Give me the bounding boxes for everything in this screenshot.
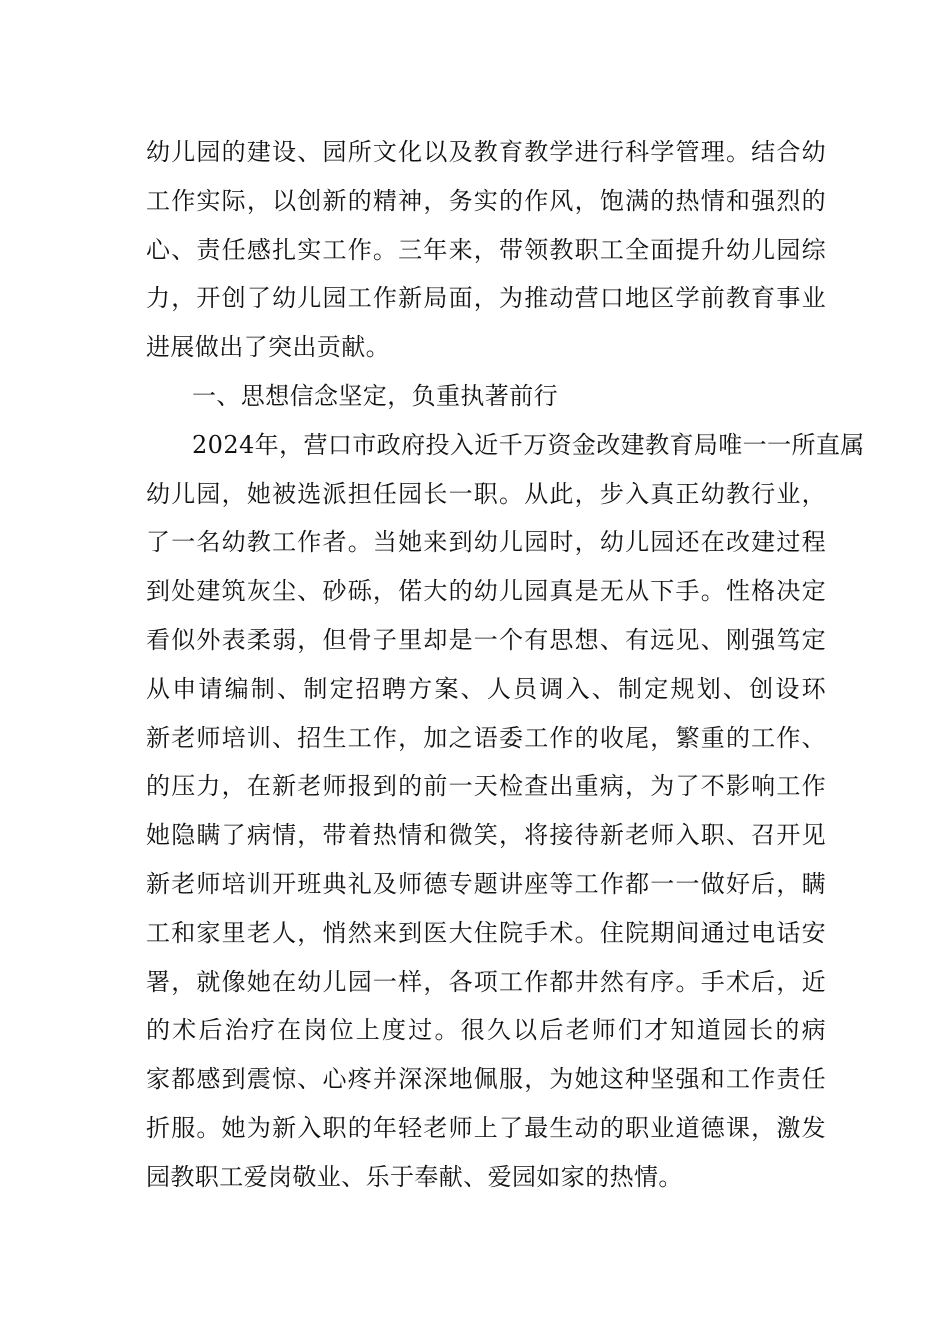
text-line: 新老师培训开班典礼及师德专题讲座等工作都一一做好后，瞒 [146, 869, 826, 898]
text-line: 的术后治疗在岗位上度过。很久以后老师们才知道园长的病 [146, 1016, 826, 1045]
text-line: 新老师培训、招生工作，加之语委工作的收尾，繁重的工作、 [146, 723, 826, 752]
text-line: 心、责任感扎实工作。三年来，带领教职工全面提升幼儿园综 [146, 235, 826, 264]
paragraph-intro [146, 128, 826, 372]
heading-line: 一、思想信念坚定，负重执著前行 [192, 381, 558, 410]
text-line: 到处建筑灰尘、砂砾，偌大的幼儿园真是无从下手。性格决定 [146, 577, 826, 606]
text-line: 家都感到震惊、心疼并深深地佩服，为她这种坚强和工作责任 [146, 1065, 826, 1094]
text-line: 力，开创了幼儿园工作新局面，为推动营口地区学前教育事业 [146, 284, 826, 313]
paragraph-body [146, 421, 865, 1202]
text-line: 幼儿园，她被选派担任园长一职。从此，步入真正幼教行业， [146, 479, 826, 508]
text-line: 折服。她为新入职的年轻老师上了最生动的职业道德课，激发 [146, 1113, 826, 1142]
text-line: 幼儿园的建设、园所文化以及教育教学进行科学管理。结合幼 [146, 138, 826, 166]
text-line: 从申请编制、制定招聘方案、人员调入、制定规划、创设环 [146, 674, 826, 703]
text-line: 进展做出了突出贡献。 [146, 333, 390, 362]
text-line: 了一名幼教工作者。当她来到幼儿园时，幼儿园还在改建过程 [146, 528, 826, 557]
text-line: 2024年，营口市政府投入近千万资金改建教育局唯一一所直属 [192, 430, 865, 459]
document-body [146, 128, 865, 1202]
text-line: 她隐瞒了病情，带着热情和微笑，将接待新老师入职、召开见 [146, 821, 826, 850]
section-heading [146, 372, 826, 421]
text-line: 看似外表柔弱，但骨子里却是一个有思想、有远见、刚强笃定 [146, 625, 826, 654]
text-line: 的压力，在新老师报到的前一天检查出重病，为了不影响工作 [146, 772, 826, 801]
text-line: 署，就像她在幼儿园一样，各项工作都井然有序。手术后，近 [146, 967, 826, 996]
text-line: 工和家里老人，悄然来到医大住院手术。住院期间通过电话安 [146, 918, 826, 947]
text-line: 园教职工爱岗敬业、乐于奉献、爱园如家的热情。 [146, 1162, 683, 1191]
text-line: 工作实际，以创新的精神，务实的作风，饱满的热情和强烈的 [146, 186, 826, 215]
